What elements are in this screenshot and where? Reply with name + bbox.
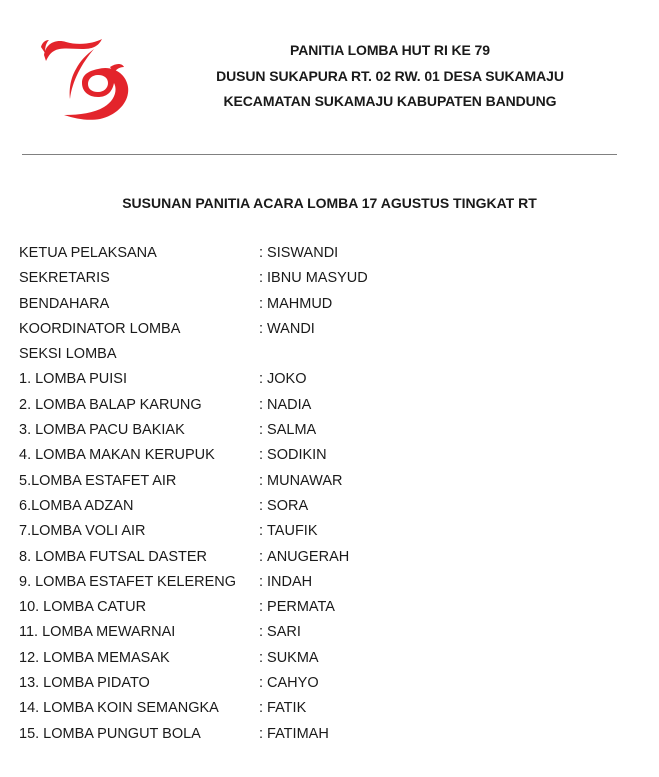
role-label: KOORDINATOR LOMBA	[19, 320, 181, 337]
hut-ri-79-logo-icon	[36, 33, 132, 121]
competition-row	[19, 620, 639, 645]
committee-row	[19, 292, 639, 317]
coordinator-name: : SALMA	[259, 422, 317, 439]
competition-row	[19, 494, 639, 519]
coordinator-name: : SUKMA	[259, 649, 319, 666]
competition-label: 14. LOMBA KOIN SEMANGKA	[19, 700, 219, 717]
coordinator-name: : MUNAWAR	[259, 472, 343, 489]
coordinator-name: : SORA	[259, 497, 309, 514]
competition-row	[19, 570, 639, 595]
committee-row	[19, 317, 639, 342]
competition-label: 4. LOMBA MAKAN KERUPUK	[19, 447, 215, 464]
competition-label: 9. LOMBA ESTAFET KELERENG	[19, 573, 237, 590]
coordinator-name: : FATIMAH	[259, 725, 329, 742]
competition-row	[19, 443, 639, 468]
letterhead-line-committee: PANITIA LOMBA HUT RI KE 79	[290, 42, 490, 58]
coordinator-name: : ANUGERAH	[259, 548, 350, 565]
competition-label: 15. LOMBA PUNGUT BOLA	[19, 725, 201, 742]
committee-list	[19, 241, 639, 747]
committee-row	[19, 266, 639, 291]
letterhead-line-district: KECAMATAN SUKAMAJU KABUPATEN BANDUNG	[223, 93, 557, 109]
coordinator-name: : SODIKIN	[259, 447, 327, 464]
competition-label: 3. LOMBA PACU BAKIAK	[19, 422, 185, 439]
member-name: : SISWANDI	[259, 245, 339, 261]
competition-row	[19, 367, 639, 392]
role-label: KETUA PELAKSANA	[19, 245, 157, 261]
competition-row	[19, 696, 639, 721]
coordinator-name: : FATIK	[259, 700, 307, 717]
competition-row	[19, 722, 639, 747]
member-name: : WANDI	[259, 320, 315, 337]
competition-label: 7.LOMBA VOLI AIR	[19, 523, 146, 540]
coordinator-name: : INDAH	[259, 573, 313, 590]
coordinator-name: : JOKO	[259, 371, 307, 388]
competition-label: 6.LOMBA ADZAN	[19, 497, 134, 514]
competition-row	[19, 545, 639, 570]
role-label: SEKRETARIS	[19, 270, 110, 287]
competition-label: 13. LOMBA PIDATO	[19, 675, 150, 692]
letterhead-line-address: DUSUN SUKAPURA RT. 02 RW. 01 DESA SUKAMAJU	[216, 67, 564, 84]
competition-row	[19, 595, 639, 620]
competition-label: 5.LOMBA ESTAFET AIR	[19, 472, 177, 489]
coordinator-name: : NADIA	[259, 396, 312, 413]
competition-row	[19, 671, 639, 696]
header-divider	[22, 154, 617, 155]
member-name: : IBNU MASYUD	[259, 270, 368, 287]
competition-row	[19, 469, 639, 494]
coordinator-name: : PERMATA	[259, 599, 335, 616]
letterhead	[190, 38, 590, 115]
competition-row	[19, 418, 639, 443]
coordinator-name: : TAUFIK	[259, 523, 318, 540]
competition-label: 12. LOMBA MEMASAK	[19, 649, 170, 666]
competition-label: 8. LOMBA FUTSAL DASTER	[19, 548, 208, 565]
competition-row	[19, 646, 639, 671]
role-label: BENDAHARA	[19, 295, 110, 312]
section-heading-seksi-lomba	[19, 342, 639, 367]
competition-row	[19, 519, 639, 544]
coordinator-name: : CAHYO	[259, 675, 319, 692]
section-label: SEKSI LOMBA	[19, 346, 117, 363]
document-title: SUSUNAN PANITIA ACARA LOMBA 17 AGUSTUS TINGKAT RT	[122, 195, 537, 211]
competition-row	[19, 393, 639, 418]
member-name: : MAHMUD	[259, 295, 333, 312]
competition-label: 1. LOMBA PUISI	[19, 371, 127, 388]
competition-label: 2. LOMBA BALAP KARUNG	[19, 396, 202, 413]
coordinator-name: : SARI	[259, 624, 301, 641]
committee-row	[19, 241, 639, 266]
competition-label: 11. LOMBA MEWARNAI	[19, 624, 176, 641]
competition-label: 10. LOMBA CATUR	[19, 599, 147, 616]
